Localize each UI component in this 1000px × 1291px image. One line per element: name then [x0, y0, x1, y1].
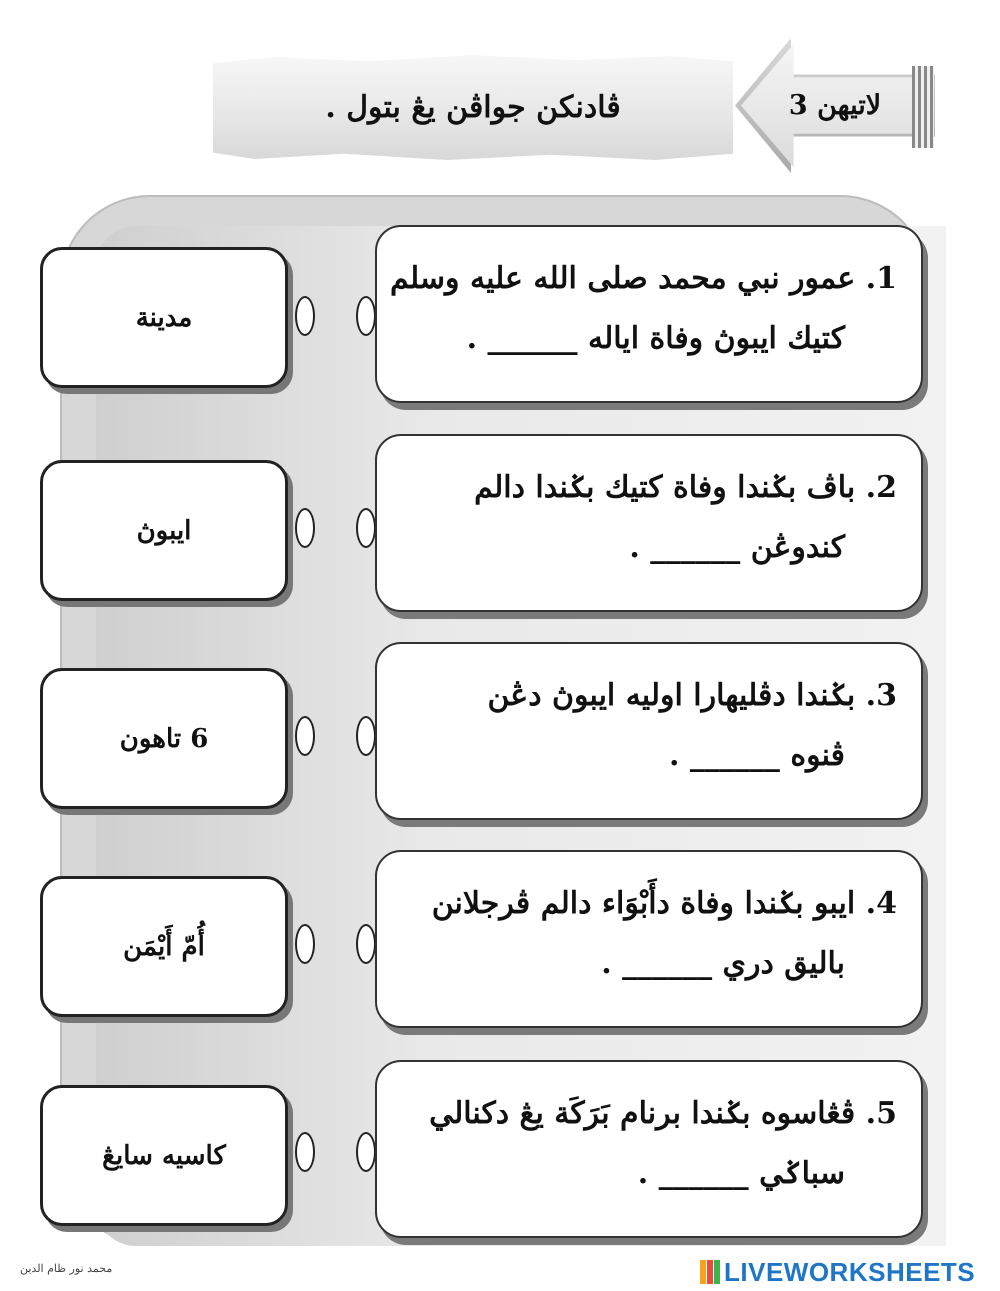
question-2-line-2: كندوڠن ______ .	[629, 530, 845, 565]
answer-box-2[interactable]: ايبوڽ	[40, 460, 288, 601]
answer-connector-4[interactable]	[295, 924, 315, 964]
answer-box-5[interactable]: كاسيه سايڠ	[40, 1085, 288, 1226]
answer-box-4[interactable]: أُمّ أَيْمَن	[40, 876, 288, 1017]
answer-box-3[interactable]: 6 تاهون	[40, 668, 288, 809]
instruction-text: ڤادنكن جواڤن يڠ بتول .	[325, 90, 621, 125]
question-5-line-2: سباݢي ______ .	[637, 1156, 845, 1191]
question-1-line-1: 1. عمور نبي محمد صلى الله عليه وسلم	[390, 261, 897, 296]
question-1-line-2: كتيك ايبوڽ وفاة اياله ______ .	[466, 321, 845, 356]
question-connector-2[interactable]	[356, 508, 376, 548]
author-signature: محمد نور ظام الدين	[20, 1262, 113, 1275]
answer-box-1[interactable]: مدينة	[40, 247, 288, 388]
question-3-line-1: 3. بݢندا دڤليهارا اوليه ايبوڽ دڠن	[487, 678, 897, 713]
question-connector-3[interactable]	[356, 716, 376, 756]
question-3-line-2: ڤنوه ______ .	[669, 738, 845, 773]
question-5-line-1: 5. ڤڠاسوه بݢندا برنام بَرَكَة يڠ دكنالي	[429, 1096, 897, 1131]
question-4-line-2: باليق دري ______ .	[601, 946, 845, 981]
question-connector-1[interactable]	[356, 296, 376, 336]
answer-connector-3[interactable]	[295, 716, 315, 756]
question-box-5	[375, 1060, 923, 1238]
question-2-line-1: 2. باڤ بݢندا وفاة كتيك بݢندا دالم	[474, 470, 897, 505]
question-box-1	[375, 225, 923, 403]
question-box-3	[375, 642, 923, 820]
answer-connector-5[interactable]	[295, 1132, 315, 1172]
question-connector-4[interactable]	[356, 924, 376, 964]
question-box-4	[375, 850, 923, 1028]
answer-connector-2[interactable]	[295, 508, 315, 548]
question-connector-5[interactable]	[356, 1132, 376, 1172]
answer-connector-1[interactable]	[295, 296, 315, 336]
liveworksheets-logo-text: LIVEWORKSHEETS	[724, 1256, 976, 1287]
exercise-label: لاتيهن 3	[788, 89, 882, 121]
question-4-line-1: 4. ايبو بݢندا وفاة دأَبْوَاء دالم ڤرجلانن	[431, 886, 897, 921]
question-box-2	[375, 434, 923, 612]
liveworksheets-logo-icon	[700, 1260, 720, 1284]
liveworksheets-logo[interactable]	[700, 1258, 975, 1286]
arrow-stripes	[912, 66, 934, 148]
